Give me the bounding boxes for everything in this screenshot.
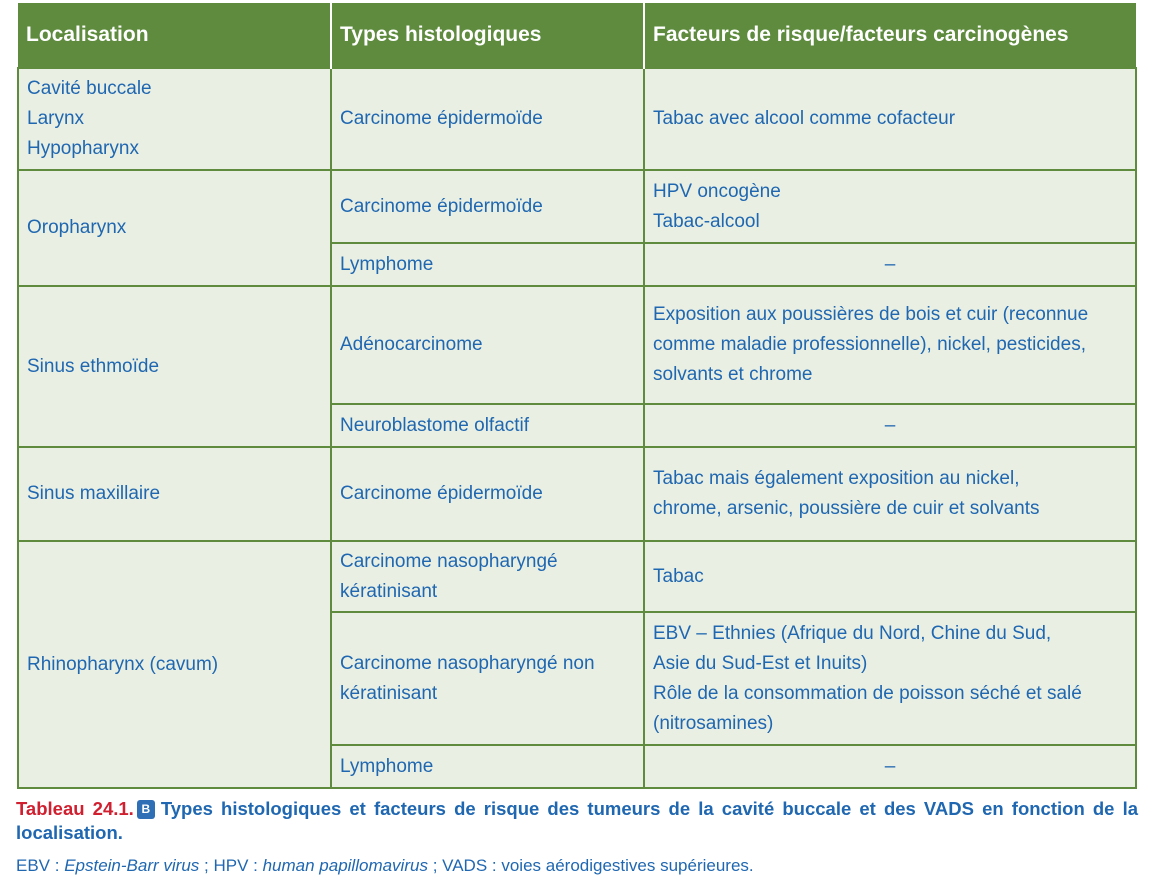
risk-cell	[644, 170, 1136, 243]
table-row	[18, 541, 1136, 612]
note-hpv-full: human papillomavirus	[262, 856, 428, 875]
risk-text: Tabac mais également exposition au nickel,	[653, 468, 1020, 489]
risk-text: Tabac-alcool	[653, 210, 760, 232]
header-localisation: Localisation	[18, 3, 331, 68]
risk-cell	[644, 447, 1136, 541]
type-text: Lymphome	[340, 755, 434, 777]
table-row	[18, 447, 1136, 541]
risk-text: comme maladie professionnelle), nickel, pesticides,	[653, 334, 1086, 355]
risk-text: Asie du Sud-Est et Inuits)	[653, 652, 868, 674]
type-cell	[331, 243, 644, 286]
risk-text: EBV – Ethnies (Afrique du Nord, Chine du Sud,	[653, 622, 1052, 644]
loc-text: Hypopharynx	[27, 138, 139, 159]
loc-text: Rhinopharynx (cavum)	[27, 653, 219, 675]
type-cell	[331, 170, 644, 243]
risk-text: Exposition aux poussières de bois et cuir (reconnue	[653, 304, 1089, 325]
risk-text: (nitrosamines)	[653, 712, 774, 734]
risk-text: chrome, arsenic, poussière de cuir et solvants	[653, 498, 1040, 519]
note-vads: ; VADS : voies aérodigestives supérieures.	[427, 856, 754, 875]
type-text: Lymphome	[340, 253, 434, 275]
type-text: Carcinome nasopharyngé non	[340, 652, 595, 674]
risk-text: solvants et chrome	[653, 364, 813, 385]
type-text: Carcinome nasopharyngé	[340, 550, 558, 572]
risk-cell	[644, 404, 1136, 447]
note-hpv-abbr: ; HPV :	[199, 856, 263, 875]
risk-text: –	[884, 755, 896, 777]
loc-text: Oropharynx	[27, 217, 127, 238]
type-text: Neuroblastome olfactif	[340, 414, 530, 436]
header-row	[18, 3, 1136, 68]
risk-text: Rôle de la consommation de poisson séché et salé	[653, 682, 1082, 704]
risk-cell	[644, 68, 1136, 170]
risk-text: HPV oncogène	[653, 180, 781, 202]
type-cell	[331, 612, 644, 745]
loc-cell	[18, 68, 331, 170]
loc-text: Sinus ethmoïde	[27, 355, 160, 377]
type-text: Adénocarcinome	[340, 334, 483, 355]
risk-text: –	[884, 253, 896, 275]
loc-text: Cavité buccale	[27, 78, 152, 99]
loc-text: Sinus maxillaire	[27, 483, 161, 504]
loc-cell	[18, 447, 331, 541]
risk-text: –	[884, 414, 896, 436]
abbreviations-note	[16, 856, 754, 876]
header-risk: Facteurs de risque/facteurs carcinogènes	[644, 3, 1136, 68]
table-row	[18, 286, 1136, 404]
level-badge: B	[137, 800, 155, 819]
type-text: kératinisant	[340, 580, 438, 602]
table-caption	[16, 797, 1138, 845]
type-cell	[331, 541, 644, 612]
risk-cell	[644, 541, 1136, 612]
type-cell	[331, 404, 644, 447]
loc-cell	[18, 170, 331, 286]
risk-cell	[644, 286, 1136, 404]
type-cell	[331, 68, 644, 170]
risk-text: Tabac	[653, 565, 704, 587]
risk-cell	[644, 243, 1136, 286]
table-row	[18, 68, 1136, 170]
caption-text: Types histologiques et facteurs de risque des tumeurs de la cavité buccale et des VADS en fonction de la localisation.	[16, 798, 1139, 843]
type-cell	[331, 447, 644, 541]
type-text: Carcinome épidermoïde	[340, 195, 543, 217]
loc-cell	[18, 541, 331, 788]
risk-cell	[644, 612, 1136, 745]
loc-text: Larynx	[27, 108, 85, 129]
histology-table	[17, 3, 1137, 789]
type-cell	[331, 286, 644, 404]
header-types: Types histologiques	[331, 3, 644, 68]
type-text: kératinisant	[340, 682, 438, 704]
type-text: Carcinome épidermoïde	[340, 483, 543, 504]
table-row	[18, 170, 1136, 243]
note-ebv-full: Epstein-Barr virus	[64, 856, 200, 875]
type-text: Carcinome épidermoïde	[340, 108, 543, 129]
risk-cell	[644, 745, 1136, 788]
risk-text: Tabac avec alcool comme cofacteur	[653, 108, 956, 129]
type-cell	[331, 745, 644, 788]
caption-label: Tableau 24.1.	[16, 798, 134, 819]
loc-cell	[18, 286, 331, 447]
note-ebv-abbr: EBV :	[16, 856, 65, 875]
